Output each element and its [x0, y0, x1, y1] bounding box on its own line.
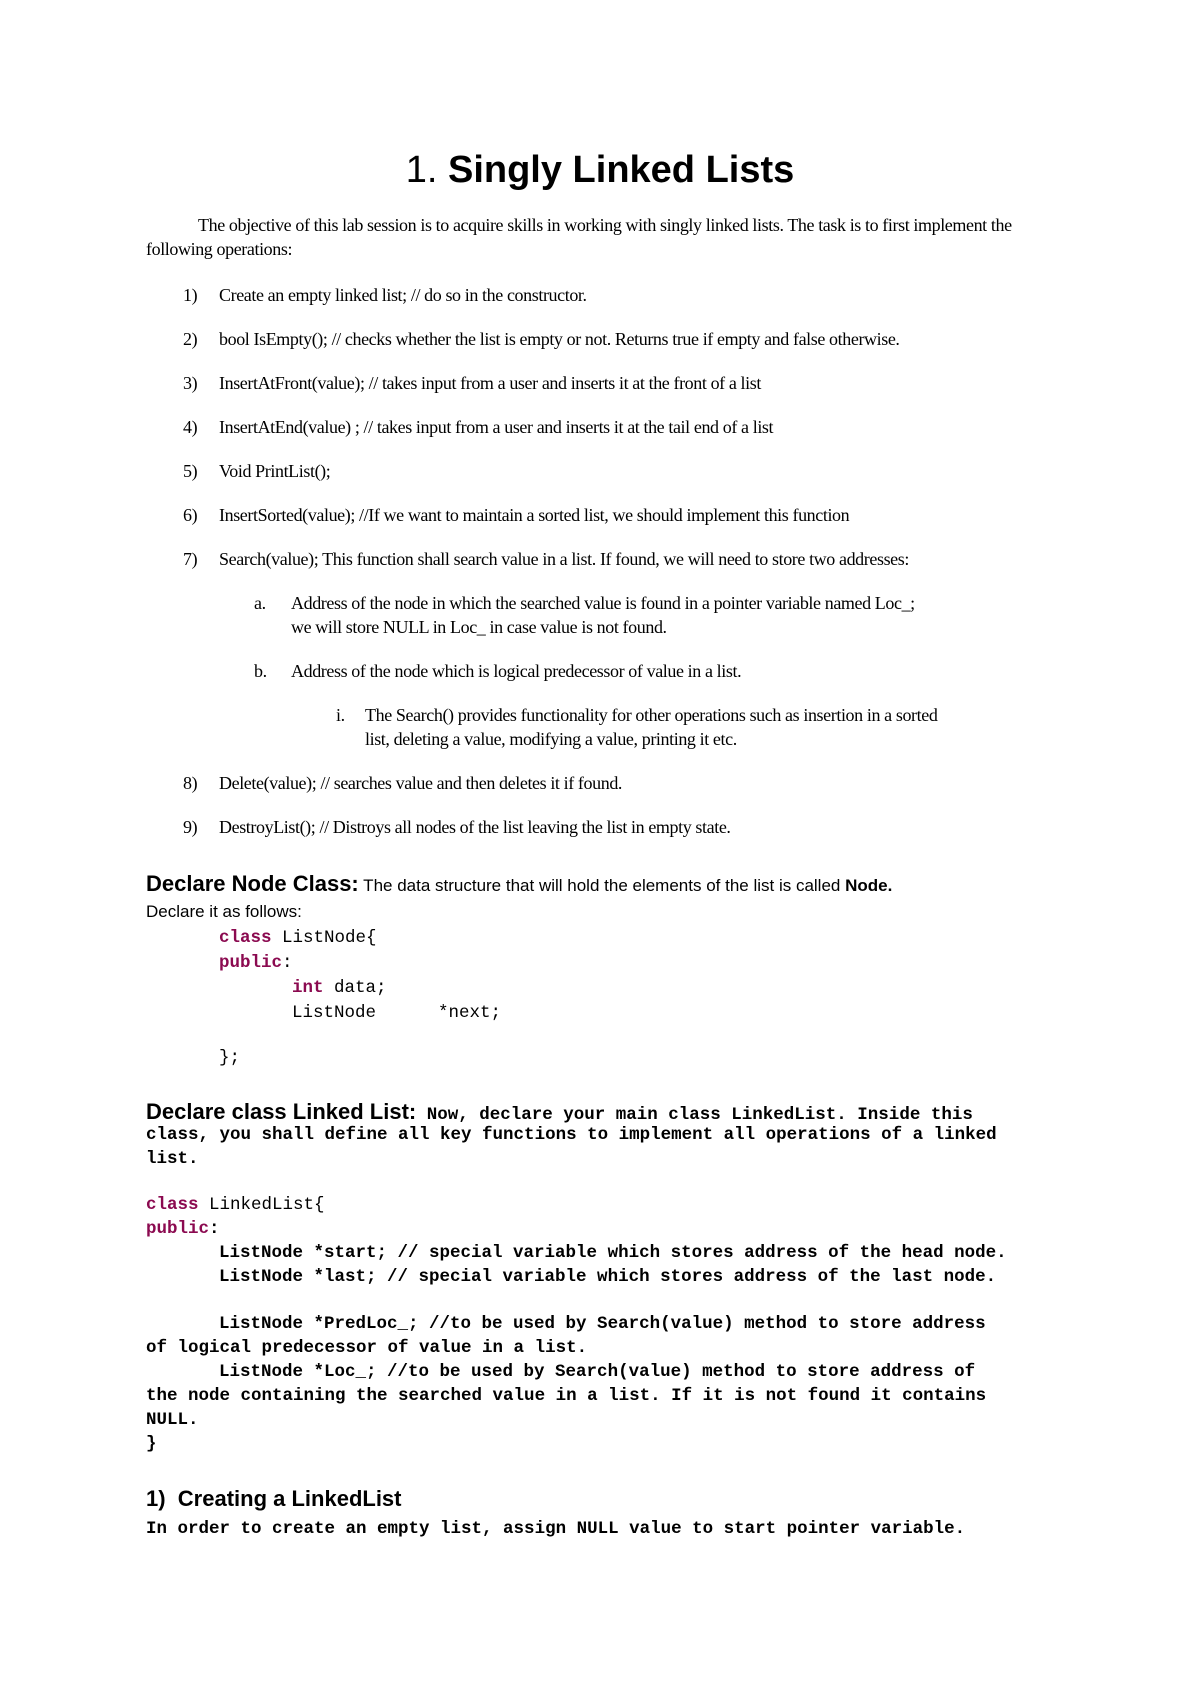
code-keyword: class	[146, 1195, 199, 1215]
code-text: data;	[323, 978, 387, 998]
code-keyword: public	[219, 953, 283, 973]
code-line	[219, 926, 377, 951]
item-text: InsertSorted(value); //If we want to maintain a sorted list, we should implement this function	[219, 505, 850, 525]
code-text: LinkedList{	[198, 1195, 325, 1215]
code-line: the node containing the searched value in a list. If it is not found it contains	[146, 1386, 987, 1406]
item-text: Search(value); This function shall search value in a list. If found, we will need to store two addresses:	[219, 549, 909, 569]
section-description: The data structure that will hold the elements of the list is called	[358, 876, 846, 895]
code-text: ListNode	[292, 1003, 377, 1023]
section-description-line3: list.	[146, 1149, 199, 1169]
code-keyword: class	[219, 928, 272, 948]
code-keyword: public	[146, 1219, 210, 1239]
section-description-line2: Declare it as follows:	[146, 902, 302, 921]
item-number: 7)	[183, 549, 198, 569]
code-line: NULL.	[146, 1410, 199, 1430]
item-number: 3)	[183, 373, 198, 393]
item-roman: i.	[336, 705, 345, 725]
item-number: 9)	[183, 817, 198, 837]
section-description-line2: class, you shall define all key functions to implement all operations of a linked	[146, 1125, 997, 1145]
item-text-line1: Address of the node in which the searched value is found in a pointer variable named Loc_;	[291, 593, 915, 613]
code-line	[219, 951, 293, 976]
code-line: ListNode *Loc_; //to be used by Search(value) method to store address of	[219, 1362, 976, 1382]
code-line: ListNode *start; // special variable which stores address of the head node.	[219, 1243, 1007, 1263]
section-heading: Declare class Linked List:	[146, 1099, 417, 1124]
item-text: Create an empty linked list; // do so in the constructor.	[219, 285, 587, 305]
node-class-heading-line	[146, 870, 892, 901]
code-keyword: int	[292, 978, 324, 998]
code-line	[146, 1193, 325, 1218]
item-text: Delete(value); // searches value and then deletes it if found.	[219, 773, 623, 793]
code-line	[292, 1001, 376, 1026]
item-letter: a.	[254, 593, 266, 613]
item-text: InsertAtFront(value); // takes input from a user and inserts it at the front of a list	[219, 373, 761, 393]
item-text-line2: we will store NULL in Loc_ in case value is not found.	[291, 617, 667, 637]
item-letter: b.	[254, 661, 267, 681]
item-text-line1: Address of the node which is logical predecessor of value in a list.	[291, 661, 742, 681]
code-text: ListNode{	[271, 928, 377, 948]
item-number: 8)	[183, 773, 198, 793]
item-number: 6)	[183, 505, 198, 525]
section-description: Now, declare your main class LinkedList. Inside this	[416, 1105, 973, 1125]
code-line	[438, 1001, 501, 1026]
section-heading: Declare Node Class:	[146, 871, 359, 896]
code-line: of logical predecessor of value in a list.	[146, 1338, 588, 1358]
item-number: 4)	[183, 417, 198, 437]
item-number: 5)	[183, 461, 198, 481]
code-text: :	[209, 1219, 220, 1239]
item-number: 1)	[183, 285, 198, 305]
code-line: ListNode *last; // special variable which stores address of the last node.	[219, 1267, 997, 1287]
code-text: :	[282, 953, 293, 973]
code-line	[146, 1217, 220, 1242]
code-line: };	[219, 1048, 241, 1068]
intro-paragraph: The objective of this lab session is to acquire skills in working with singly linked lists. The task is to first implement the following operations:	[146, 215, 1012, 259]
item-text-line1: The Search() provides functionality for other operations such as insertion in a sorted	[365, 705, 938, 725]
code-text: *next;	[438, 1003, 502, 1023]
item-text: DestroyList(); // Distroys all nodes of the list leaving the list in empty state.	[219, 817, 731, 837]
code-line	[292, 976, 387, 1001]
node-term: Node.	[845, 876, 893, 895]
item-text: bool IsEmpty(); // checks whether the list is empty or not. Returns true if empty and false otherwise.	[219, 329, 900, 349]
item-number: 2)	[183, 329, 198, 349]
item-text: InsertAtEnd(value) ; // takes input from a user and inserts it at the tail end of a list	[219, 417, 774, 437]
code-line: ListNode *PredLoc_; //to be used by Search(value) method to store address	[219, 1314, 986, 1334]
title-text: Singly Linked Lists	[447, 149, 795, 191]
section-description: In order to create an empty list, assign NULL value to start pointer variable.	[146, 1519, 966, 1539]
title-number: 1.	[405, 149, 438, 191]
item-text-line2: list, deleting a value, modifying a value, printing it etc.	[365, 729, 737, 749]
item-text: Void PrintList();	[219, 461, 331, 481]
section-heading: 1) Creating a LinkedList	[146, 1486, 402, 1511]
page-title	[0, 146, 1200, 194]
code-line: }	[146, 1434, 157, 1454]
